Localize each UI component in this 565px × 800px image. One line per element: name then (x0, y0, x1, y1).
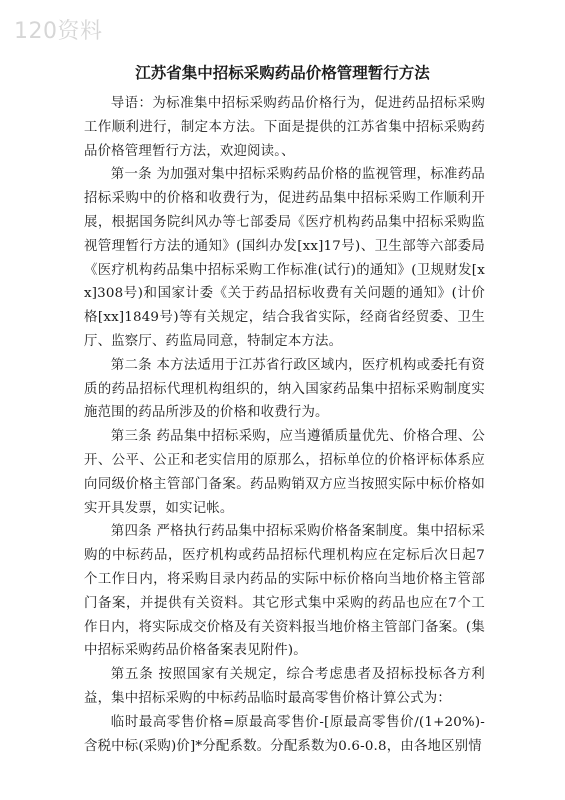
paragraph-article-5: 第五条 按照国家有关规定，综合考虑患者及招标投标各方利益，集中招标采购的中标药品临时最高零售价格计算公式为： (84, 667, 485, 706)
document-page (84, 62, 485, 758)
paragraph-article-3: 第三条 药品集中招标采购，应当遵循质量优先、价格合理、公开、公平、公正和老实信用的原那么，招标单位的价格评标体系应向同级价格主管部门备案。药品购销双方应当按照实际中标价格如实开具发票，如实记帐。 (84, 429, 485, 516)
paragraph-article-2: 第二条 本方法适用于江苏省行政区域内，医疗机构或委托有资质的药品招标代理机构组织的，纳入国家药品集中招标采购制度实施范围的药品所涉及的价格和收费行为。 (84, 357, 485, 421)
paragraph-article-4: 第四条 严格执行药品集中招标采购价格备案制度。集中招标采购的中标药品，医疗机构或药品招标代理机构应在定标后次日起7个工作日内，将采购目录内药品的实际中标价格向当地价格主管部门备案，并提供有关资料。其它形式集中采购的药品也应在7个工作日内，将实际成交价格及有关资料报当地价格主管部门备案。(集中招标采购药品价格备案表见附件)。 (84, 524, 485, 659)
document-title: 江苏省集中招标采购药品价格管理暂行方法 (135, 63, 430, 82)
paragraph-article-1: 第一条 为加强对集中招标采购药品价格的监视管理，标准药品招标采购中的价格和收费行为，促进药品集中招标采购工作顺利开展，根据国务院纠风办等七部委局《医疗机构药品集中招标采购监视管理暂行方法的通知》(国纠办发[xx]17号)、卫生部等六部委局《医疗机构药品集中招标采购工作标准(试行)的通知》(卫规财发[xx]308号)和国家计委《关于药品招标收费有关问题的通知》(计价格[xx]1849号)等有关规定，结合我省实际，经商省经贸委、卫生厅、监察厅、药监局同意，特制定本方法。 (84, 167, 485, 349)
paragraph-intro: 导语：为标准集中招标采购药品价格行为，促进药品招标采购工作顺利进行，制定本方法。下面是提供的江苏省集中招标采购药品价格管理暂行方法，欢迎阅读。、 (84, 96, 485, 159)
watermark-logo: 120资料 (14, 19, 103, 44)
paragraph-formula: 临时最高零售价格=原最高零售价-[原最高零售价/(1+20%)-含税中标(采购)价]*分配系数。分配系数为0.6-0.8，由各地区别情 (84, 714, 485, 754)
